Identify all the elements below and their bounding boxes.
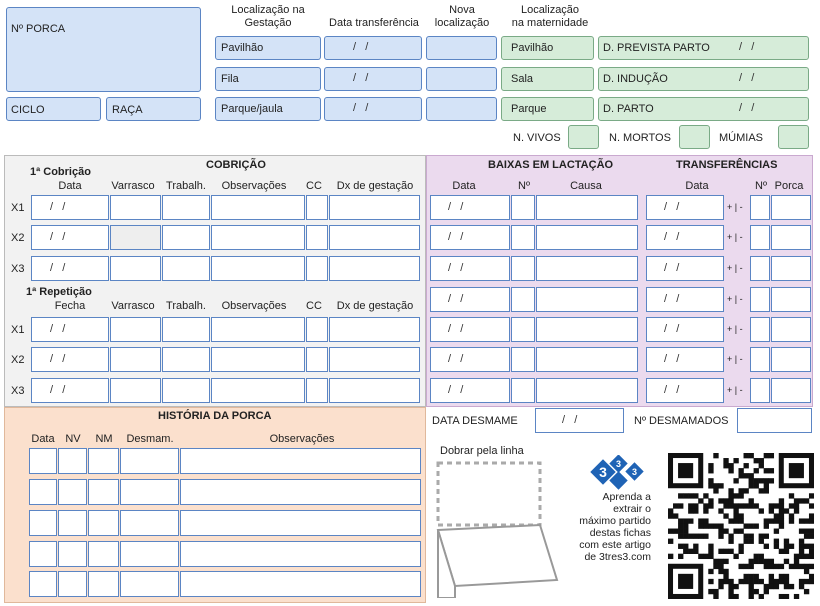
historia-cell[interactable]: [120, 510, 179, 536]
historia-cell[interactable]: [88, 448, 119, 474]
cob-cell[interactable]: [211, 195, 305, 220]
date-right-mask: / /: [739, 41, 755, 53]
cob-date-mask: / /: [50, 323, 66, 335]
mortos-box[interactable]: [679, 125, 710, 149]
transf-date-cell[interactable]: [646, 317, 724, 342]
transf-date-mask: / /: [664, 262, 680, 274]
porca-label: Nº PORCA: [11, 23, 66, 35]
transf-porca-cell[interactable]: [771, 225, 811, 250]
baixa-n-cell[interactable]: [511, 287, 535, 312]
promo-line: máximo partido: [579, 515, 651, 527]
baixas-header: Data: [452, 180, 476, 192]
date-right-label: D. INDUÇÃO: [603, 73, 668, 85]
transf-pm: + | -: [727, 385, 743, 395]
gest-row-label: Parque/jaula: [221, 103, 283, 115]
transf-header: Porca: [774, 180, 804, 192]
n-desmamados-field[interactable]: [737, 408, 812, 433]
cob-cell[interactable]: [306, 378, 328, 403]
baixa-date-mask: / /: [448, 201, 464, 213]
cob-cell[interactable]: [110, 225, 161, 250]
baixas-header: Nº: [518, 180, 530, 192]
transf-n-cell[interactable]: [750, 195, 770, 220]
cob-cell[interactable]: [31, 317, 109, 342]
first-cobricao-label: 1ª Cobrição: [30, 166, 91, 178]
nova-loc-field[interactable]: [426, 97, 497, 121]
fold-label: Dobrar pela linha: [440, 445, 524, 457]
baixa-date-cell[interactable]: [430, 347, 510, 372]
nova-localizacao-header: Nova localização: [434, 4, 490, 29]
cob-date-mask: / /: [50, 353, 66, 365]
transf-header: Data: [685, 180, 709, 192]
transf-date-mask: / /: [664, 201, 680, 213]
baixa-date-cell[interactable]: [430, 317, 510, 342]
transf-pm: + | -: [727, 324, 743, 334]
mumias-label: MÚMIAS: [719, 132, 763, 144]
cob-cell[interactable]: [31, 256, 109, 281]
n-desmamados-label: Nº DESMAMADOS: [634, 415, 729, 427]
cob-cell[interactable]: [162, 256, 210, 281]
transf-n-cell[interactable]: [750, 347, 770, 372]
baixa-causa-cell[interactable]: [536, 225, 638, 250]
logo-digit-2: 3: [615, 459, 622, 469]
cob-row-label: X3: [11, 385, 25, 397]
data-desmame-label: DATA DESMAME: [432, 415, 518, 427]
cob-date-mask: / /: [50, 201, 66, 213]
mortos-label: N. MORTOS: [609, 132, 671, 144]
date-right-label: D. PARTO: [603, 103, 654, 115]
historia-cell[interactable]: [88, 541, 119, 567]
baixa-date-cell[interactable]: [430, 287, 510, 312]
data-transferencia-header: Data transferência: [329, 17, 419, 29]
baixa-causa-cell[interactable]: [536, 195, 638, 220]
historia-cell[interactable]: [88, 571, 119, 597]
transf-porca-cell[interactable]: [771, 195, 811, 220]
promo-line: Aprenda a: [602, 491, 651, 503]
historia-cell[interactable]: [29, 571, 57, 597]
historia-cell[interactable]: [29, 541, 57, 567]
cob-header: Trabalh.: [166, 300, 206, 312]
vivos-label: N. VIVOS: [513, 132, 561, 144]
historia-cell[interactable]: [58, 571, 87, 597]
baixa-n-cell[interactable]: [511, 225, 535, 250]
baixa-causa-cell[interactable]: [536, 317, 638, 342]
transf-n-cell[interactable]: [750, 225, 770, 250]
transf-date-mask: / /: [664, 384, 680, 396]
cob-cell[interactable]: [31, 347, 109, 372]
transf-date-cell[interactable]: [646, 287, 724, 312]
transf-date-mask: / /: [664, 231, 680, 243]
cob-cell[interactable]: [306, 347, 328, 372]
cob-row-label: X3: [11, 263, 25, 275]
cob-cell[interactable]: [329, 378, 420, 403]
cob-header: Dx de gestação: [336, 300, 414, 312]
cob-row-label: X2: [11, 354, 25, 366]
historia-header: NM: [95, 433, 113, 445]
transf-porca-cell[interactable]: [771, 347, 811, 372]
transf-date-cell[interactable]: [646, 378, 724, 403]
fold-illustration: [430, 458, 560, 598]
cob-cell[interactable]: [110, 378, 161, 403]
historia-header: Data: [31, 433, 55, 445]
promo-line: com este artigo: [579, 539, 651, 551]
historia-cell[interactable]: [120, 571, 179, 597]
historia-cell[interactable]: [58, 479, 87, 505]
cob-cell[interactable]: [211, 317, 305, 342]
promo-line: extrair o: [613, 503, 651, 515]
baixa-causa-cell[interactable]: [536, 287, 638, 312]
ciclo-label: CICLO: [11, 104, 45, 116]
cob-header: Varrasco: [111, 180, 155, 192]
cobricao-title: COBRIÇÃO: [206, 159, 266, 171]
nova-loc-field[interactable]: [426, 67, 497, 91]
cob-cell[interactable]: [211, 347, 305, 372]
cob-row-label: X1: [11, 202, 25, 214]
historia-cell[interactable]: [58, 448, 87, 474]
cob-header: Data: [58, 180, 82, 192]
baixa-n-cell[interactable]: [511, 195, 535, 220]
cob-cell[interactable]: [329, 195, 420, 220]
transf-date-mask: / /: [664, 323, 680, 335]
cob-header: CC: [306, 180, 322, 192]
baixa-date-mask: / /: [448, 384, 464, 396]
date-right-mask: / /: [739, 72, 755, 84]
cob-cell[interactable]: [329, 225, 420, 250]
promo-line: de 3tres3.com: [584, 551, 651, 563]
historia-cell[interactable]: [180, 510, 421, 536]
date-right-mask: / /: [739, 102, 755, 114]
loc-gestacao-header: Localização na Gestação: [231, 4, 305, 29]
cob-cell[interactable]: [162, 317, 210, 342]
historia-cell[interactable]: [120, 479, 179, 505]
cob-date-mask: / /: [50, 231, 66, 243]
baixa-date-mask: / /: [448, 353, 464, 365]
logo-3tres3: [588, 455, 652, 491]
cob-cell[interactable]: [329, 317, 420, 342]
mat-row-label: Parque: [511, 103, 547, 115]
cob-cell[interactable]: [31, 225, 109, 250]
mumias-box[interactable]: [778, 125, 809, 149]
cob-cell[interactable]: [162, 195, 210, 220]
transf-n-cell[interactable]: [750, 287, 770, 312]
transfer-date-field[interactable]: [324, 97, 422, 121]
baixa-date-mask: / /: [448, 262, 464, 274]
data-desmame-field[interactable]: [535, 408, 624, 433]
historia-cell[interactable]: [58, 510, 87, 536]
mat-row-label: Sala: [511, 73, 534, 85]
baixa-date-cell[interactable]: [430, 195, 510, 220]
transfer-date-field[interactable]: [324, 67, 422, 91]
logo-digit-3: 3: [631, 467, 638, 477]
baixa-date-mask: / /: [448, 293, 464, 305]
cob-cell[interactable]: [110, 317, 161, 342]
historia-header: Desmam.: [126, 433, 174, 445]
cob-header: Dx de gestação: [336, 180, 414, 192]
historia-cell[interactable]: [88, 479, 119, 505]
transf-pm: + | -: [727, 263, 743, 273]
cob-cell[interactable]: [162, 347, 210, 372]
transf-pm: + | -: [727, 354, 743, 364]
cob-cell[interactable]: [306, 225, 328, 250]
promo-line: destas fichas: [589, 527, 651, 539]
qr-code[interactable]: [668, 453, 814, 599]
transf-pm: + | -: [727, 294, 743, 304]
transfer-date-mask: / /: [353, 41, 369, 53]
repeat-label: 1ª Repetição: [26, 286, 92, 298]
cob-date-mask: / /: [50, 384, 66, 396]
baixa-date-mask: / /: [448, 323, 464, 335]
baixa-date-mask: / /: [448, 231, 464, 243]
transfer-date-mask: / /: [353, 72, 369, 84]
transf-porca-cell[interactable]: [771, 317, 811, 342]
historia-cell[interactable]: [58, 541, 87, 567]
transf-date-mask: / /: [664, 353, 680, 365]
historia-cell[interactable]: [180, 479, 421, 505]
transf-porca-cell[interactable]: [771, 287, 811, 312]
baixas-title: BAIXAS EM LACTAÇÃO: [488, 159, 614, 171]
transf-pm: + | -: [727, 232, 743, 242]
cob-cell[interactable]: [110, 195, 161, 220]
logo-digit-1: 3: [599, 464, 607, 480]
gest-row-label: Pavilhão: [221, 42, 264, 54]
historia-cell[interactable]: [29, 448, 57, 474]
cob-row-label: X2: [11, 232, 25, 244]
transfer-date-mask: / /: [353, 102, 369, 114]
cob-date-mask: / /: [50, 262, 66, 274]
transf-date-cell[interactable]: [646, 347, 724, 372]
baixa-causa-cell[interactable]: [536, 378, 638, 403]
cob-cell[interactable]: [211, 256, 305, 281]
cob-cell[interactable]: [162, 378, 210, 403]
baixa-n-cell[interactable]: [511, 347, 535, 372]
cob-header: Trabalh.: [166, 180, 206, 192]
nova-loc-field[interactable]: [426, 36, 497, 60]
cob-cell[interactable]: [110, 256, 161, 281]
cob-row-label: X1: [11, 324, 25, 336]
historia-cell[interactable]: [29, 479, 57, 505]
baixa-causa-cell[interactable]: [536, 347, 638, 372]
cob-cell[interactable]: [110, 347, 161, 372]
baixa-date-cell[interactable]: [430, 378, 510, 403]
transf-n-cell[interactable]: [750, 317, 770, 342]
cob-header: Fecha: [54, 300, 86, 312]
transf-date-cell[interactable]: [646, 195, 724, 220]
cob-cell[interactable]: [306, 256, 328, 281]
baixa-date-cell[interactable]: [430, 256, 510, 281]
cob-cell[interactable]: [31, 378, 109, 403]
baixa-date-cell[interactable]: [430, 225, 510, 250]
gest-row-label: Fila: [221, 73, 239, 85]
historia-cell[interactable]: [180, 571, 421, 597]
cob-header: Observações: [221, 180, 287, 192]
baixa-n-cell[interactable]: [511, 256, 535, 281]
transf-date-cell[interactable]: [646, 225, 724, 250]
historia-cell[interactable]: [180, 541, 421, 567]
transf-n-cell[interactable]: [750, 256, 770, 281]
cob-cell[interactable]: [31, 195, 109, 220]
baixa-causa-cell[interactable]: [536, 256, 638, 281]
cob-cell[interactable]: [211, 378, 305, 403]
historia-header: NV: [65, 433, 81, 445]
porca-box[interactable]: [6, 7, 201, 92]
transf-pm: + | -: [727, 202, 743, 212]
vivos-box[interactable]: [568, 125, 599, 149]
cob-cell[interactable]: [329, 256, 420, 281]
baixas-header: Causa: [570, 180, 602, 192]
historia-cell[interactable]: [29, 510, 57, 536]
raca-label: RAÇA: [112, 104, 143, 116]
cob-cell[interactable]: [162, 225, 210, 250]
transf-date-mask: / /: [664, 293, 680, 305]
historia-header: Observações: [269, 433, 335, 445]
cob-cell[interactable]: [306, 317, 328, 342]
transf-porca-cell[interactable]: [771, 378, 811, 403]
cob-header: Observações: [221, 300, 287, 312]
transfer-date-field[interactable]: [324, 36, 422, 60]
transf-title: TRANSFERÊNCIAS: [676, 159, 778, 171]
historia-cell[interactable]: [180, 448, 421, 474]
cob-cell[interactable]: [211, 225, 305, 250]
cob-cell[interactable]: [329, 347, 420, 372]
historia-cell[interactable]: [88, 510, 119, 536]
transf-porca-cell[interactable]: [771, 256, 811, 281]
cob-header: CC: [306, 300, 322, 312]
baixa-n-cell[interactable]: [511, 317, 535, 342]
data-desmame-mask: / /: [562, 414, 578, 426]
transf-n-cell[interactable]: [750, 378, 770, 403]
cob-cell[interactable]: [306, 195, 328, 220]
baixa-n-cell[interactable]: [511, 378, 535, 403]
historia-cell[interactable]: [120, 448, 179, 474]
historia-cell[interactable]: [120, 541, 179, 567]
historia-title: HISTÓRIA DA PORCA: [158, 410, 272, 422]
loc-maternidade-header: Localização na maternidade: [511, 4, 589, 29]
cob-header: Varrasco: [111, 300, 155, 312]
transf-header: Nº: [755, 180, 767, 192]
mat-row-label: Pavilhão: [511, 42, 554, 54]
date-right-label: D. PREVISTA PARTO: [603, 42, 710, 54]
transf-date-cell[interactable]: [646, 256, 724, 281]
